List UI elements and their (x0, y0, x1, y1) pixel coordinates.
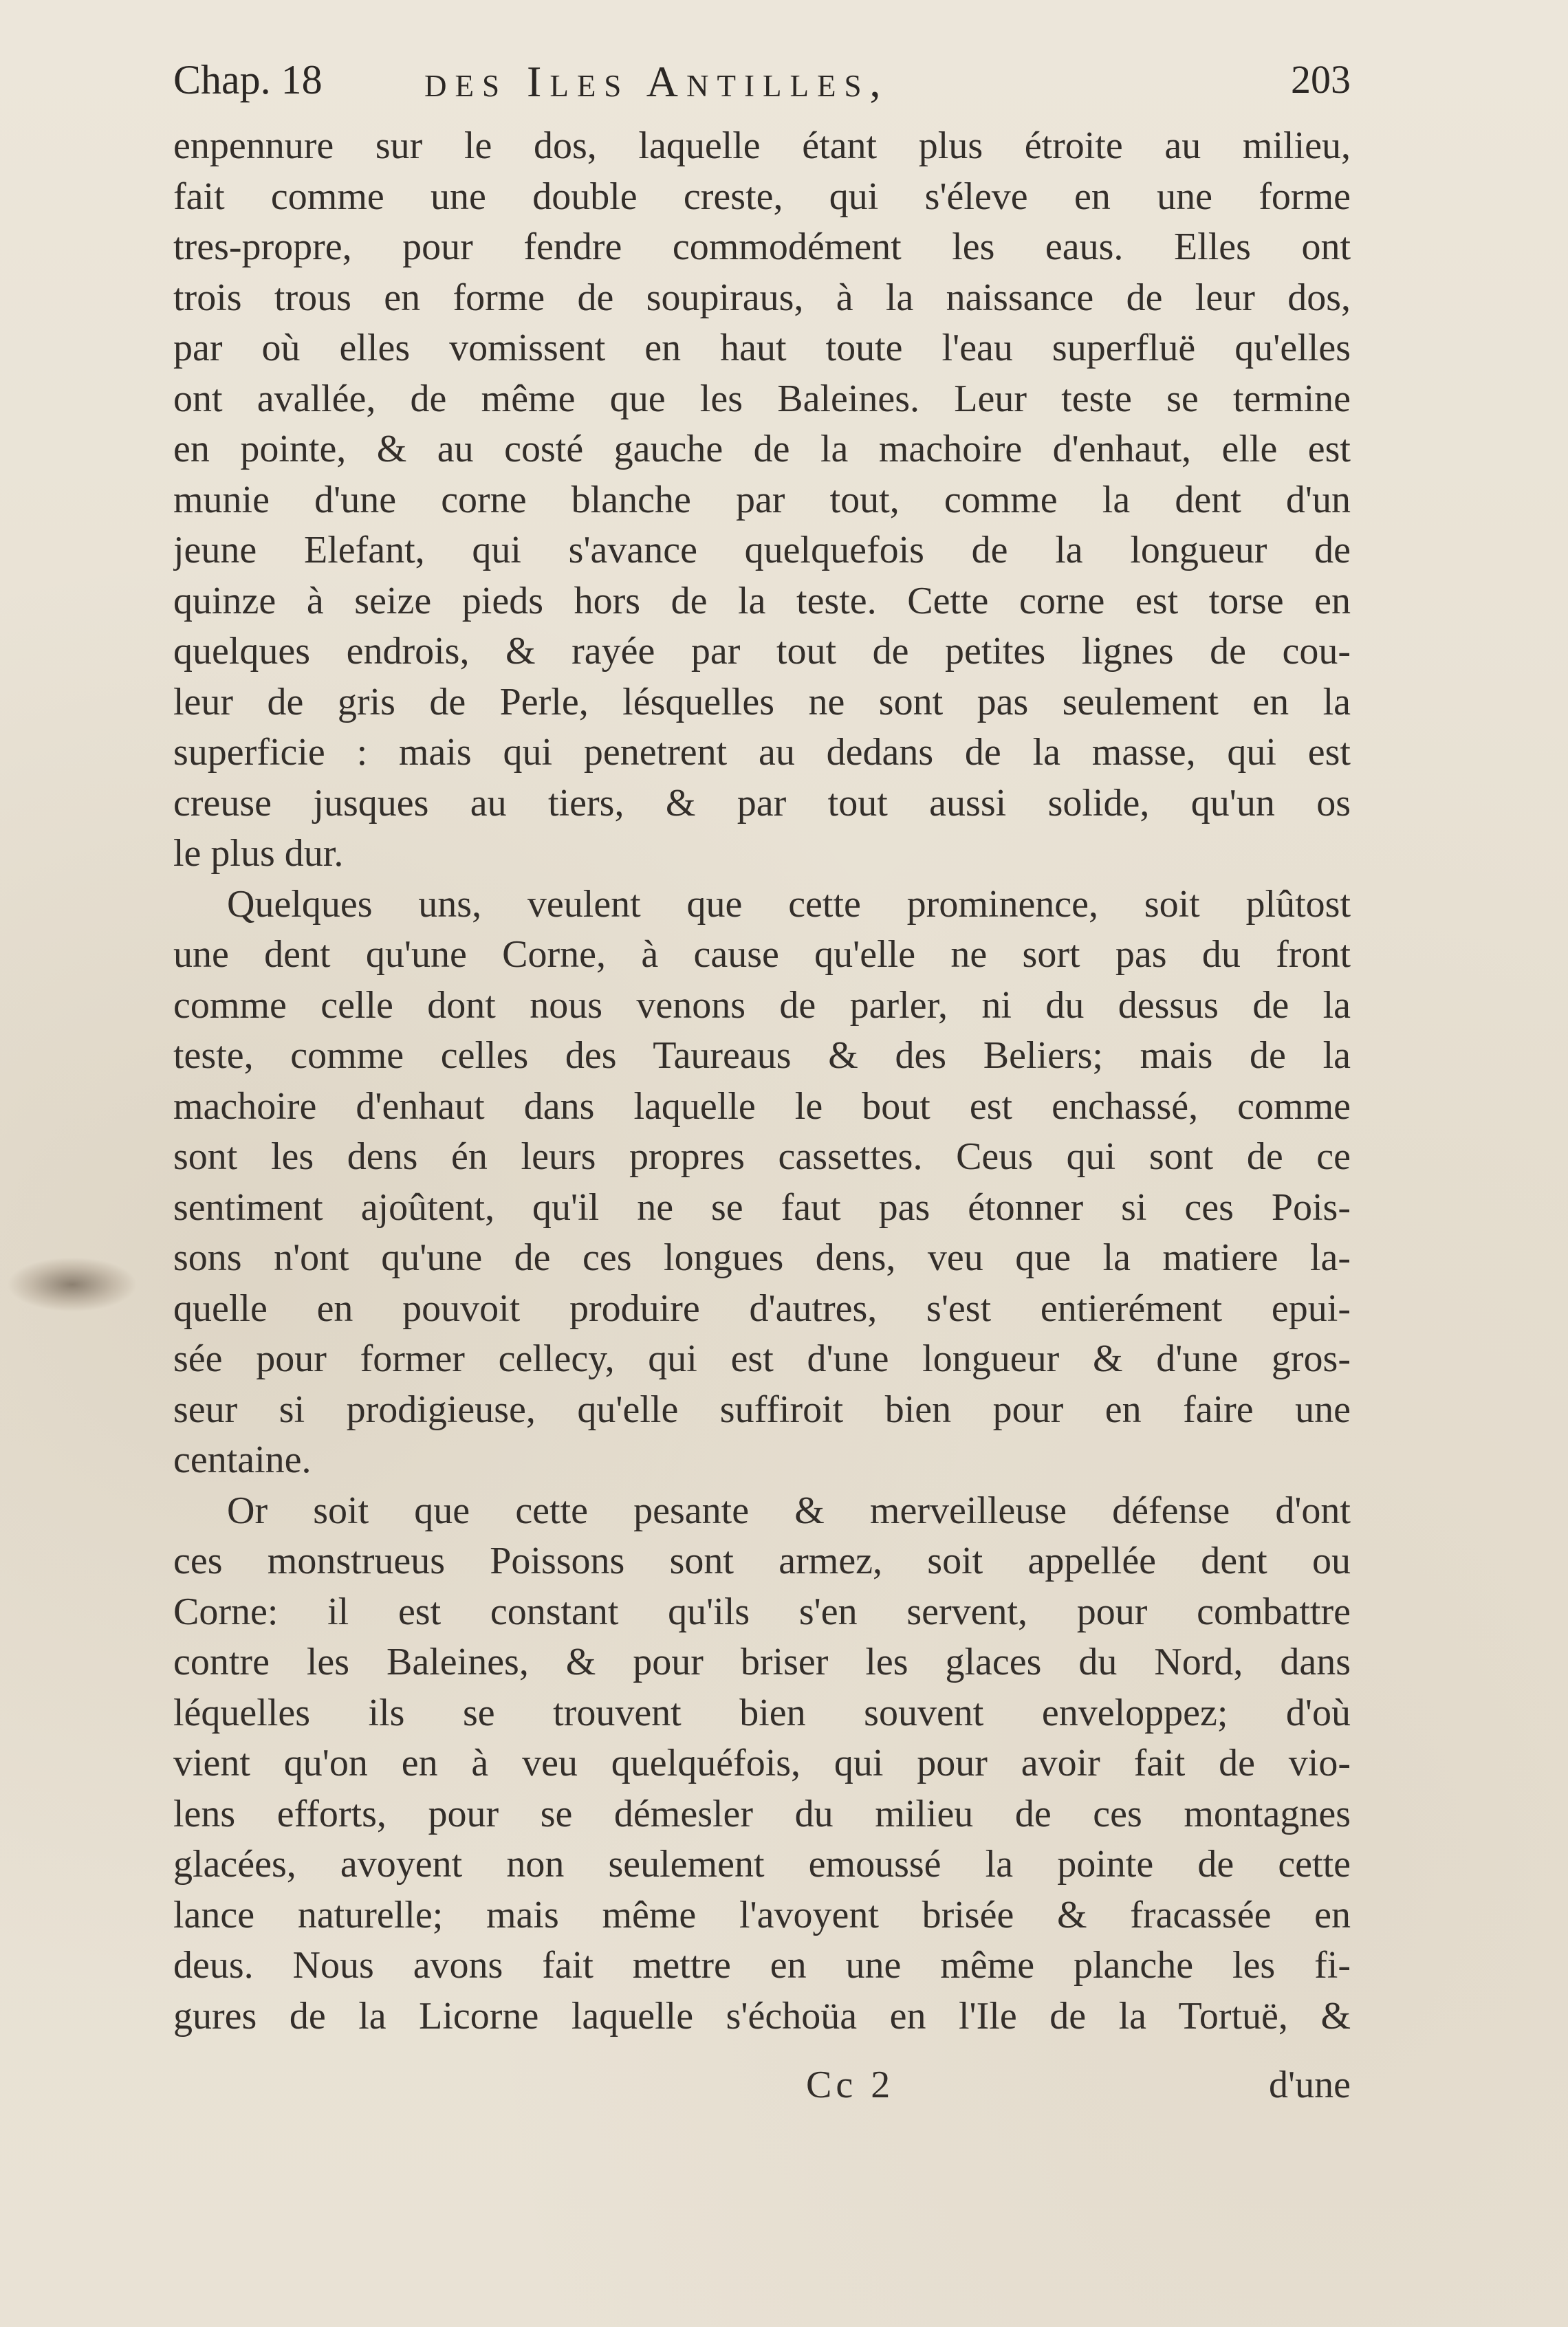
text-line: léquelles ils se trouvent bien souvent enveloppez; d'où (173, 1691, 1351, 1734)
text-line: ces monstrueus Poissons sont armez, soit appellée dent ou (173, 1540, 1351, 1582)
text-line: seur si prodigieuse, qu'elle suffiroit bien pour en faire une (173, 1388, 1351, 1431)
text-line: centaine. (173, 1439, 312, 1481)
text-line: quelques endrois, & rayée par tout de petites lignes de cou- (173, 630, 1351, 673)
text-line: par où elles vomissent en haut toute l'eau superfluë qu'elles (173, 327, 1351, 369)
text-line: contre les Baleines, & pour briser les glaces du Nord, dans (173, 1641, 1351, 1683)
text-line: machoire d'enhaut dans laquelle le bout est enchassé, comme (173, 1084, 1351, 1128)
text-line: ont avallée, de même que les Baleines. Leur teste se termine (173, 377, 1351, 420)
paragraph-start-line: Quelques uns, veulent que cette prominence, soit plûtost (227, 882, 1351, 926)
catchword: d'une (1269, 2064, 1351, 2106)
text-line: en pointe, & au costé gauche de la machoire d'enhaut, elle est (173, 428, 1351, 470)
text-line: munie d'une corne blanche par tout, comme la dent d'un (173, 478, 1351, 521)
text-line: sentiment ajoûtent, qu'il ne se faut pas étonner si ces Pois- (173, 1186, 1351, 1229)
page-number: 203 (1291, 57, 1351, 102)
body-text (173, 121, 1351, 2042)
text-line: Corne: il est constant qu'ils s'en servent, pour combattre (173, 1590, 1351, 1633)
text-line: quinze à seize pieds hors de la teste. Cette corne est torse en (173, 579, 1351, 622)
text-line: fait comme une double creste, qui s'éleve en une forme (173, 175, 1351, 218)
text-line: vient qu'on en à veu quelquéfois, qui pour avoir fait de vio- (173, 1742, 1351, 1784)
page-footer (173, 2063, 1351, 2125)
text-line: lance naturelle; mais même l'avoyent brisée & fracassée en (173, 1893, 1351, 1936)
chapter-label: Chap. 18 (173, 57, 323, 102)
text-line: sée pour former cellecy, qui est d'une longueur & d'une gros- (173, 1337, 1351, 1380)
text-line: teste, comme celles des Taureaus & des Beliers; mais de la (173, 1034, 1351, 1077)
text-line: leur de gris de Perle, lésquelles ne sont pas seulement en la (173, 680, 1351, 723)
text-line: lens efforts, pour se démesler du milieu de ces montagnes (173, 1792, 1351, 1835)
text-line: sont les dens én leurs propres cassettes. Ceus qui sont de ce (173, 1135, 1351, 1178)
running-header (173, 50, 1351, 132)
text-line: creuse jusques au tiers, & par tout aussi solide, qu'un os (173, 781, 1351, 824)
text-line: le plus dur. (173, 832, 344, 875)
paragraph-start-line: Or soit que cette pesante & merveilleuse défense d'ont (227, 1489, 1351, 1532)
text-line: comme celle dont nous venons de parler, ni du dessus de la (173, 983, 1351, 1027)
text-line: tres-propre, pour fendre commodément les eaus. Elles ont (173, 226, 1351, 268)
text-line: glacées, avoyent non seulement emoussé la pointe de cette (173, 1843, 1351, 1886)
text-line: une dent qu'une Corne, à cause qu'elle ne sort pas du front (173, 933, 1351, 976)
text-line: quelle en pouvoit produire d'autres, s'est entierément epui- (173, 1287, 1351, 1330)
text-line: deus. Nous avons fait mettre en une même planche les fi- (173, 1944, 1351, 1987)
page-stain (7, 1257, 138, 1312)
text-line: enpennure sur le dos, laquelle étant plus étroite au milieu, (173, 124, 1351, 167)
signature-mark: Cc 2 (806, 2064, 895, 2106)
text-line: trois trous en forme de soupiraus, à la naissance de leur dos, (173, 276, 1351, 319)
text-line: superficie : mais qui penetrent au dedans de la masse, qui est (173, 731, 1351, 774)
text-line: gures de la Licorne laquelle s'échoüa en l'Ile de la Tortuë, & (173, 1994, 1351, 2038)
text-line: jeune Elefant, qui s'avance quelquefois de la longueur de (173, 529, 1351, 571)
text-line: sons n'ont qu'une de ces longues dens, veu que la matiere la- (173, 1236, 1351, 1279)
running-title: des Iles Antilles, (424, 57, 889, 106)
